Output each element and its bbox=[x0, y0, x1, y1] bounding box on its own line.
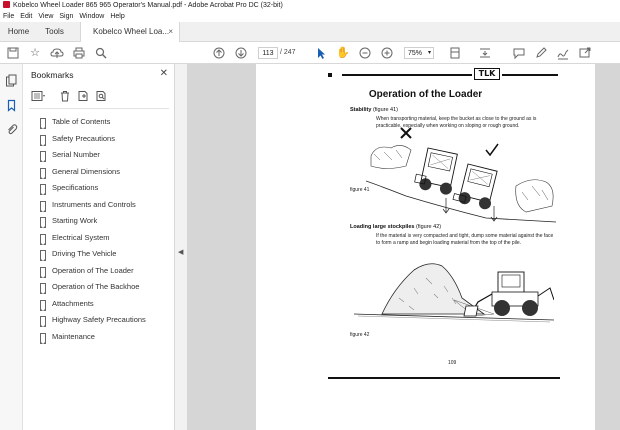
share-icon[interactable] bbox=[578, 46, 592, 60]
page-thumbnails-icon[interactable] bbox=[5, 74, 18, 87]
section-text-stability: When transporting material, keep the bucket as close to the ground as is practicable, especially when working on sloping or rough ground. bbox=[376, 116, 537, 129]
bookmark-icon bbox=[40, 151, 46, 160]
attachment-icon[interactable] bbox=[5, 123, 18, 136]
bookmark-item[interactable] bbox=[23, 164, 175, 181]
menu-window[interactable]: Window bbox=[79, 13, 105, 20]
bookmark-icon bbox=[40, 135, 46, 144]
bookmark-label: Maintenance bbox=[52, 331, 95, 341]
bookmark-item[interactable] bbox=[23, 114, 175, 131]
delete-bookmark-icon[interactable] bbox=[59, 90, 71, 107]
zoom-out-icon[interactable] bbox=[358, 46, 372, 60]
acrobat-icon bbox=[3, 1, 10, 8]
bookmark-panel-icon[interactable] bbox=[5, 99, 18, 112]
bookmark-label: Highway Safety Precautions bbox=[52, 315, 146, 324]
fit-page-icon[interactable] bbox=[448, 46, 462, 60]
bookmark-label: Attachments bbox=[52, 298, 94, 308]
menu-view[interactable]: View bbox=[38, 13, 54, 20]
upload-icon[interactable] bbox=[50, 46, 64, 60]
bookmark-icon bbox=[40, 300, 46, 309]
chevron-down-icon: ▾ bbox=[427, 50, 431, 56]
sign-icon[interactable] bbox=[556, 46, 570, 60]
footer-rule bbox=[328, 377, 560, 379]
divider bbox=[29, 108, 169, 109]
new-bookmark-icon[interactable] bbox=[77, 90, 89, 107]
bookmark-label: Specifications bbox=[52, 183, 99, 192]
page-title: Operation of the Loader bbox=[368, 89, 483, 100]
menu-sign[interactable]: Sign bbox=[59, 13, 74, 20]
tab-close-icon[interactable]: × bbox=[168, 27, 173, 36]
bookmark-options-icon[interactable] bbox=[31, 90, 47, 107]
search-icon[interactable] bbox=[94, 46, 108, 60]
section-heading-stability: Stability (figure 41) bbox=[350, 107, 399, 113]
panel-splitter[interactable] bbox=[175, 64, 187, 430]
menu-bar bbox=[0, 11, 620, 22]
bookmark-icon bbox=[40, 250, 46, 259]
header-rule bbox=[502, 74, 558, 76]
bookmark-icon bbox=[40, 283, 46, 292]
page-down-icon[interactable] bbox=[234, 46, 248, 60]
zoom-in-icon[interactable] bbox=[380, 46, 394, 60]
bookmark-item[interactable] bbox=[23, 197, 175, 214]
bookmark-icon bbox=[40, 168, 46, 177]
window-title: Kobelco Wheel Loader 865 965 Operator's Manual.pdf - Adobe Acrobat Pro DC (32-bit) bbox=[13, 2, 283, 9]
bookmark-label: Safety Precautions bbox=[52, 133, 115, 143]
scroll-mode-icon[interactable] bbox=[478, 46, 492, 60]
page-number: 109 bbox=[448, 360, 457, 366]
bookmark-label: Starting Work bbox=[52, 216, 98, 225]
bookmark-label: Table of Contents bbox=[52, 117, 111, 126]
bookmark-item[interactable] bbox=[23, 147, 175, 164]
hand-icon[interactable]: ✋ bbox=[336, 47, 350, 59]
bookmark-icon bbox=[40, 333, 46, 342]
bookmark-label: Instruments and Controls bbox=[52, 199, 136, 209]
bookmarks-title: Bookmarks bbox=[31, 70, 74, 80]
header-rule bbox=[342, 74, 472, 76]
tab-home[interactable]: Home bbox=[7, 27, 30, 36]
bookmark-label: Driving The Vehicle bbox=[52, 249, 117, 258]
page-logo: TLK bbox=[474, 68, 500, 80]
bookmarks-panel bbox=[23, 64, 175, 430]
bookmark-item[interactable] bbox=[23, 131, 175, 148]
zoom-select[interactable] bbox=[404, 47, 434, 59]
bookmark-label: General Dimensions bbox=[52, 166, 120, 176]
comment-icon[interactable] bbox=[512, 46, 526, 60]
bookmark-label: Operation of The Loader bbox=[52, 265, 134, 275]
cursor-icon[interactable] bbox=[314, 46, 328, 60]
window-title-bar bbox=[0, 0, 620, 11]
figure-41-label: figure 41 bbox=[350, 187, 370, 193]
tab-document[interactable] bbox=[80, 22, 180, 43]
bookmark-item[interactable] bbox=[23, 312, 175, 329]
bookmark-item[interactable] bbox=[23, 213, 175, 230]
bookmark-list bbox=[23, 114, 175, 345]
navigation-rail bbox=[0, 64, 23, 430]
collapse-panel-icon[interactable]: ◀ bbox=[178, 249, 184, 256]
page-up-icon[interactable] bbox=[212, 46, 226, 60]
menu-file[interactable]: File bbox=[3, 13, 15, 20]
bookmark-item[interactable] bbox=[23, 180, 175, 197]
bookmark-item[interactable] bbox=[23, 329, 175, 346]
section-text-stockpiles: If the material is very compacted and tight, dump some material against the face to form a ramp and begin loading material from the top of the pile. bbox=[376, 233, 554, 246]
find-bookmark-icon[interactable] bbox=[95, 90, 107, 107]
page-total: / 247 bbox=[280, 49, 296, 56]
bookmark-icon bbox=[40, 316, 46, 325]
close-icon[interactable]: ✕ bbox=[159, 68, 168, 79]
bookmark-icon bbox=[40, 184, 46, 193]
pen-icon[interactable] bbox=[534, 46, 548, 60]
bookmark-icon bbox=[40, 267, 46, 276]
pdf-page bbox=[256, 64, 595, 430]
bookmark-icon bbox=[40, 118, 46, 127]
star-icon[interactable]: ☆ bbox=[30, 47, 40, 59]
tab-tools[interactable]: Tools bbox=[45, 27, 64, 36]
bookmark-item[interactable] bbox=[23, 296, 175, 313]
bookmark-icon bbox=[40, 234, 46, 243]
page-number-input[interactable]: 113 bbox=[258, 47, 278, 59]
document-viewport[interactable] bbox=[187, 64, 620, 430]
figure-41-illustration bbox=[366, 126, 556, 224]
bookmark-icon bbox=[40, 217, 46, 226]
figure-42-label: figure 42 bbox=[350, 332, 370, 338]
print-icon[interactable] bbox=[72, 46, 86, 60]
zoom-value: 75% bbox=[408, 50, 423, 57]
bookmark-label: Operation of The Backhoe bbox=[52, 282, 140, 291]
bookmarks-toolbar bbox=[29, 90, 169, 104]
bookmark-item[interactable] bbox=[23, 246, 175, 263]
bookmark-item[interactable] bbox=[23, 263, 175, 280]
figure-42-illustration bbox=[354, 258, 554, 330]
toolbar bbox=[0, 42, 620, 64]
menu-help[interactable]: Help bbox=[110, 13, 125, 20]
bookmark-label: Electrical System bbox=[52, 232, 110, 242]
bookmark-icon bbox=[40, 201, 46, 210]
save-icon[interactable] bbox=[6, 46, 20, 60]
bookmark-label: Serial Number bbox=[52, 150, 100, 159]
menu-edit[interactable]: Edit bbox=[20, 13, 33, 20]
section-heading-stockpiles: Loading large stockpiles (figure 42) bbox=[350, 224, 442, 230]
bookmark-item[interactable] bbox=[23, 230, 175, 247]
tab-document-label: Kobelco Wheel Loa... bbox=[93, 27, 170, 36]
bookmark-item[interactable] bbox=[23, 279, 175, 296]
tab-bar bbox=[0, 22, 620, 42]
header-marker bbox=[328, 73, 332, 77]
